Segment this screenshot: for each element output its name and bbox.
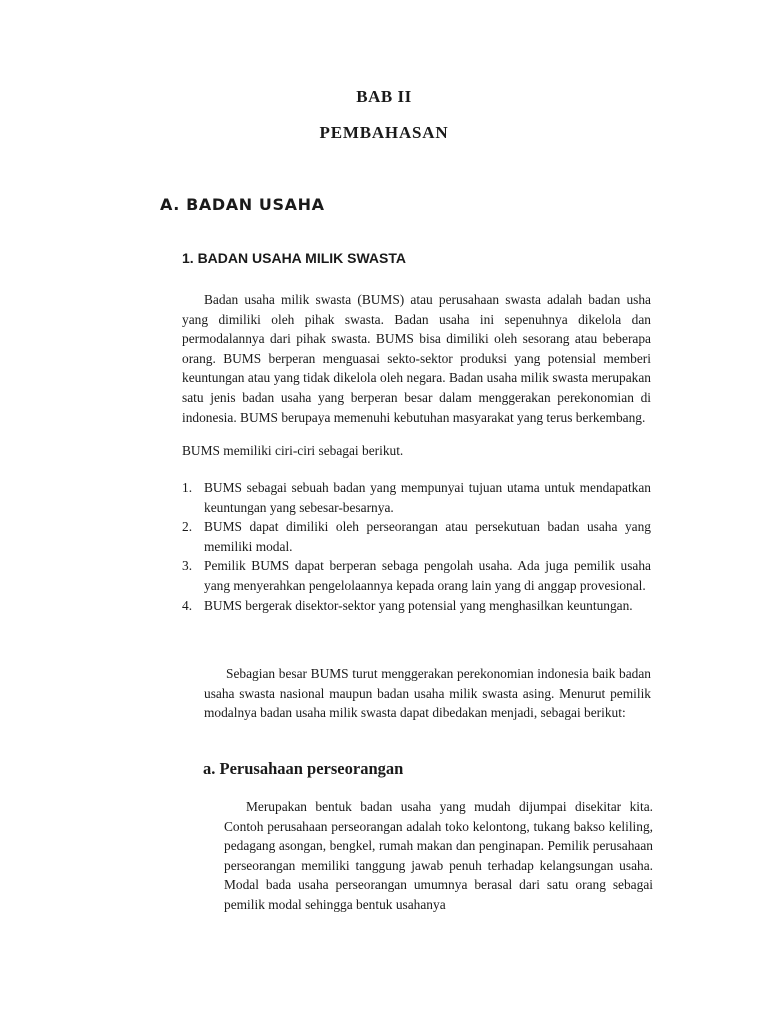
list-item: 1. BUMS sebagai sebuah badan yang mempunyai tujuan utama untuk mendapatkan keuntungan yang sebesar-besarnya. bbox=[182, 480, 651, 515]
bums-intro-paragraph bbox=[182, 290, 651, 427]
perseorangan-paragraph bbox=[224, 797, 653, 915]
subsection-a-heading: a. Perusahaan perseorangan bbox=[203, 759, 404, 778]
perseorangan-text: Merupakan bentuk badan usaha yang mudah dijumpai disekitar kita. Contoh perusahaan perseorangan adalah toko kelontong, tukang bakso keliling, pedagang asongan, bengkel, rumah makan dan penginapan. Pemilik perusahaan perseorangan memiliki tanggung jawab penuh terhadap kelangsungan usaha. Modal bada usaha perseorangan umumnya berasal dari satu orang sebagai pemilik modal sehingga bentuk usahanya bbox=[224, 799, 653, 912]
list-item: 2. BUMS dapat dimiliki oleh perseorangan atau persekutuan badan usaha yang memiliki modal. bbox=[182, 519, 651, 554]
section-a-heading: A. BADAN USAHA bbox=[160, 195, 325, 214]
chapter-number: BAB II bbox=[356, 87, 412, 106]
list-item: 4. BUMS bergerak disektor-sektor yang potensial yang menghasilkan keuntungan. bbox=[182, 597, 633, 613]
subsection-1-heading: 1. BADAN USAHA MILIK SWASTA bbox=[182, 250, 406, 266]
bums-intro-text: Badan usaha milik swasta (BUMS) atau perusahaan swasta adalah badan usha yang dimiliki oleh pihak swasta. Badan usaha ini sepenuhnya dikelola dan permodalannya dari pihak swasta. BUMS bisa dimiliki oleh sesorang atau beberapa orang. BUMS berperan menguasai sekto-sektor produksi yang potensial memberi keuntungan atau yang tidak dikelola oleh negara. Badan usaha milik swasta merupakan satu jenis badan usaha yang berperan besar dalam menggerakan perekonomian di indonesia. BUMS berupaya memenuhi kebutuhan masyarakat yang terus berkembang. bbox=[182, 292, 651, 425]
ciri-list bbox=[182, 478, 651, 615]
ciri-intro-line: BUMS memiliki ciri-ciri sebagai berikut. bbox=[182, 443, 404, 458]
list-item: 3. Pemilik BUMS dapat berperan sebaga pengolah usaha. Ada juga pemilik usaha yang menyerahkan pengelolaannya kepada orang lain yang di anggap provesional. bbox=[182, 558, 651, 593]
chapter-title: PEMBAHASAN bbox=[319, 123, 449, 142]
bums-classification-text: Sebagian besar BUMS turut menggerakan perekonomian indonesia baik badan usaha swasta nasional maupun badan usaha milik swasta asing. Menurut pemilik modalnya badan usaha milik swasta dapat dibedakan menjadi, sebagai berikut: bbox=[204, 666, 651, 721]
bums-classification-paragraph bbox=[204, 664, 651, 723]
